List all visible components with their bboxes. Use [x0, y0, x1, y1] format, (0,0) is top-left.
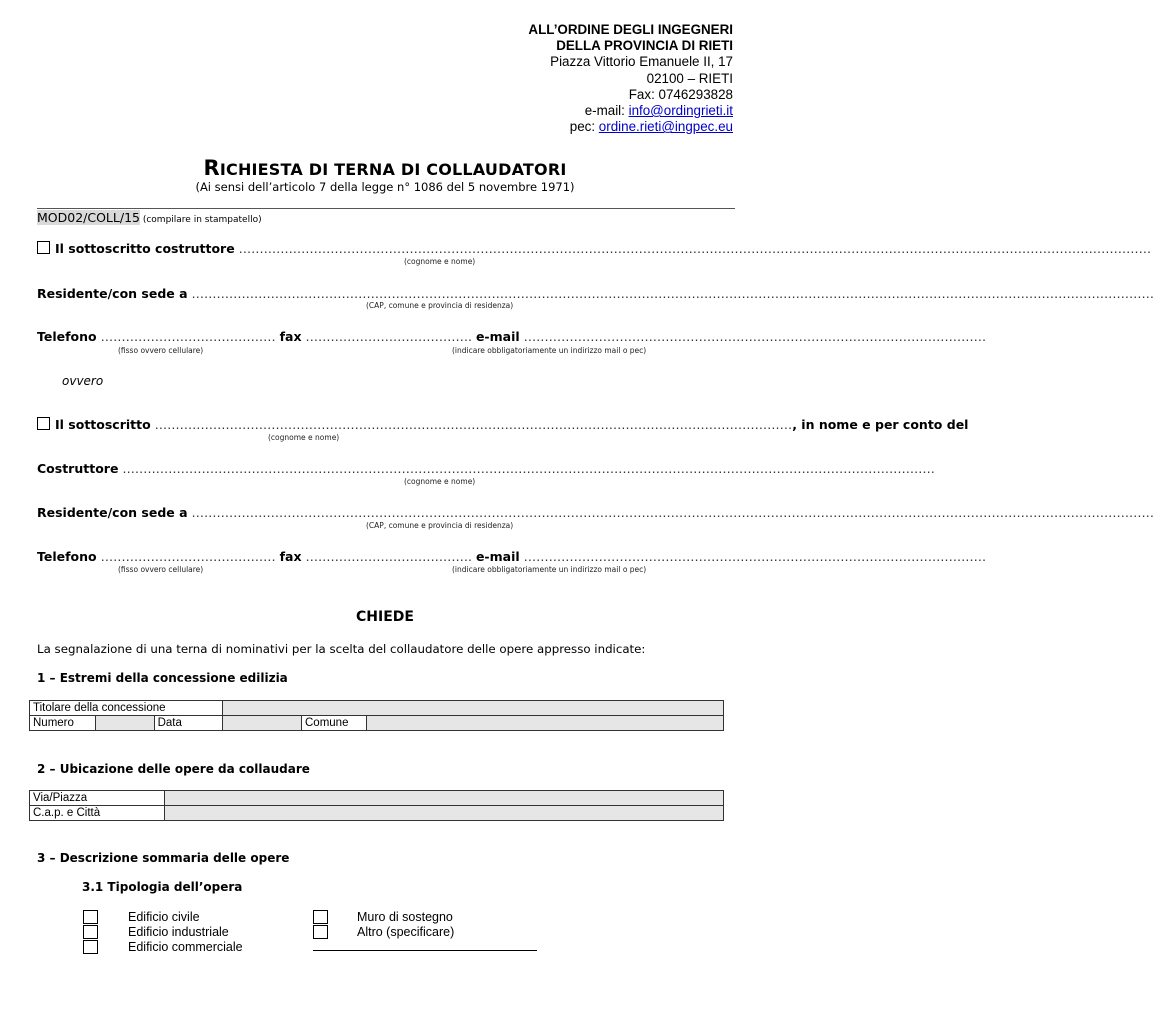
field-sottoscritto[interactable]: ………………………………………………………………………………………………………………………………………: [150, 417, 793, 432]
field-telefono[interactable]: ……………………………………: [96, 329, 276, 344]
label-per-conto: , in nome e per conto del: [792, 417, 969, 432]
option-edificio-civile: Edificio civile: [128, 910, 200, 924]
hint-cognome-nome: (cognome e nome): [404, 257, 476, 266]
request-paragraph: La segnalazione di una terna di nominativi per la scelta del collaudatore delle opere appresso indicate:: [37, 642, 646, 656]
label-fax: fax: [279, 329, 302, 344]
checkbox-altro[interactable]: [313, 925, 328, 939]
label-fax-b: fax: [279, 549, 302, 564]
option-muro-sostegno: Muro di sostegno: [357, 910, 453, 924]
chiede-heading: CHIEDE: [356, 609, 414, 625]
ubicazione-table: [29, 790, 724, 821]
label-via: Via/Piazza: [30, 791, 165, 806]
section-3-title: 3 – Descrizione sommaria delle opere: [37, 851, 290, 865]
field-email[interactable]: …………………………………………………………………………………………………: [519, 329, 987, 344]
title-rest: ICHIESTA DI TERNA DI COLLAUDATORI: [219, 160, 567, 179]
checkbox-sottoscritto[interactable]: [37, 417, 50, 430]
label-residenza: Residente/con sede a: [37, 286, 188, 301]
field-residenza[interactable]: ……………………………………………………………………………………………………………………………………………………………………………………………………………: [187, 286, 1154, 301]
hint-telefono: (fisso ovvero cellulare): [118, 346, 204, 355]
section-3-1-title: 3.1 Tipologia dell’opera: [82, 880, 243, 894]
module-code-line: [37, 210, 262, 225]
hint-telefono-b: (fisso ovvero cellulare): [118, 565, 204, 574]
label-email-b: e-mail: [475, 549, 520, 564]
pec-link[interactable]: ordine.rieti@ingpec.eu: [598, 119, 733, 135]
checkbox-edificio-commerciale[interactable]: [83, 940, 98, 954]
input-data[interactable]: [223, 716, 302, 731]
divider: [37, 208, 735, 209]
label-email: e-mail: [475, 329, 520, 344]
module-note: (compilare in stampatello): [139, 215, 262, 225]
checkbox-muro-sostegno[interactable]: [313, 910, 328, 924]
section-2-title: 2 – Ubicazione delle opere da collaudare: [37, 762, 310, 776]
label-telefono: Telefono: [37, 329, 97, 344]
checkbox-edificio-industriale[interactable]: [83, 925, 98, 939]
row-costruttore: [37, 241, 1152, 256]
ovvero-text: ovvero: [62, 374, 104, 388]
row-sottoscritto: [37, 417, 969, 432]
hint-residenza: (CAP, comune e provincia di residenza): [366, 301, 514, 310]
option-altro: Altro (specificare): [357, 925, 455, 939]
section-1-title: 1 – Estremi della concessione edilizia: [37, 671, 288, 685]
field-residenza-b[interactable]: ……………………………………………………………………………………………………………………………………………………………………………………………………………: [187, 505, 1154, 520]
recipient-line-1: ALL’ORDINE DEGLI INGEGNERI: [528, 22, 733, 37]
input-numero[interactable]: [96, 716, 154, 731]
field-costruttore[interactable]: …………………………………………………………………………………………………………………………………………………………………………………………………: [234, 241, 1152, 256]
hint-email-b: (indicare obbligatoriamente un indirizzo mail o pec): [452, 565, 647, 574]
label-telefono-b: Telefono: [37, 549, 97, 564]
label-comune: Comune: [302, 716, 367, 731]
title-first-letter: R: [203, 156, 220, 180]
row-contatti-a: [37, 329, 987, 344]
email-link[interactable]: info@ordingrieti.it: [628, 103, 733, 119]
input-titolare[interactable]: [223, 701, 724, 716]
option-edificio-commerciale: Edificio commerciale: [128, 940, 243, 954]
input-cap[interactable]: [165, 806, 724, 821]
input-via[interactable]: [165, 791, 724, 806]
recipient-address: [528, 22, 733, 135]
module-code: MOD02/COLL/15: [37, 210, 140, 225]
page-subtitle: (Ai sensi dell’articolo 7 della legge n° 1086 del 5 novembre 1971): [195, 180, 575, 194]
label-costruttore-b: Costruttore: [37, 461, 119, 476]
fax: Fax: 0746293828: [628, 86, 733, 102]
altro-specify-line[interactable]: [313, 950, 537, 951]
row-costruttore-b: [37, 461, 935, 476]
field-email-b[interactable]: …………………………………………………………………………………………………: [519, 549, 987, 564]
field-costruttore-b[interactable]: ……………………………………………………………………………………………………………………………………………………………………………: [118, 461, 935, 476]
hint-email: (indicare obbligatoriamente un indirizzo mail o pec): [452, 346, 647, 355]
input-comune[interactable]: [367, 716, 724, 731]
field-fax[interactable]: ………………………………….: [301, 329, 476, 344]
pec-label: pec:: [569, 119, 599, 135]
row-contatti-b: [37, 549, 987, 564]
recipient-line-2: DELLA PROVINCIA DI RIETI: [556, 38, 733, 54]
label-costruttore: Il sottoscritto costruttore: [55, 241, 235, 256]
label-residenza-b: Residente/con sede a: [37, 505, 188, 520]
checkbox-edificio-civile[interactable]: [83, 910, 98, 924]
street-address: Piazza Vittorio Emanuele II, 17: [550, 54, 733, 70]
label-cap: C.a.p. e Città: [30, 806, 165, 821]
label-sottoscritto: Il sottoscritto: [55, 417, 151, 432]
label-numero: Numero: [30, 716, 96, 731]
city: 02100 – RIETI: [646, 70, 733, 86]
field-telefono-b[interactable]: ……………………………………: [96, 549, 276, 564]
checkbox-costruttore[interactable]: [37, 241, 50, 254]
hint-cognome-nome-b: (cognome e nome): [268, 433, 340, 442]
row-residenza-a: [37, 286, 1154, 301]
field-fax-b[interactable]: ………………………………….: [301, 549, 476, 564]
concessione-table: [29, 700, 724, 731]
label-titolare: Titolare della concessione: [30, 701, 223, 716]
page-title: [0, 156, 770, 180]
hint-residenza-b: (CAP, comune e provincia di residenza): [366, 521, 514, 530]
option-edificio-industriale: Edificio industriale: [128, 925, 229, 939]
label-data: Data: [154, 716, 222, 731]
row-residenza-b: [37, 505, 1154, 520]
hint-costruttore-b: (cognome e nome): [404, 477, 476, 486]
email-label: e-mail:: [584, 103, 629, 119]
